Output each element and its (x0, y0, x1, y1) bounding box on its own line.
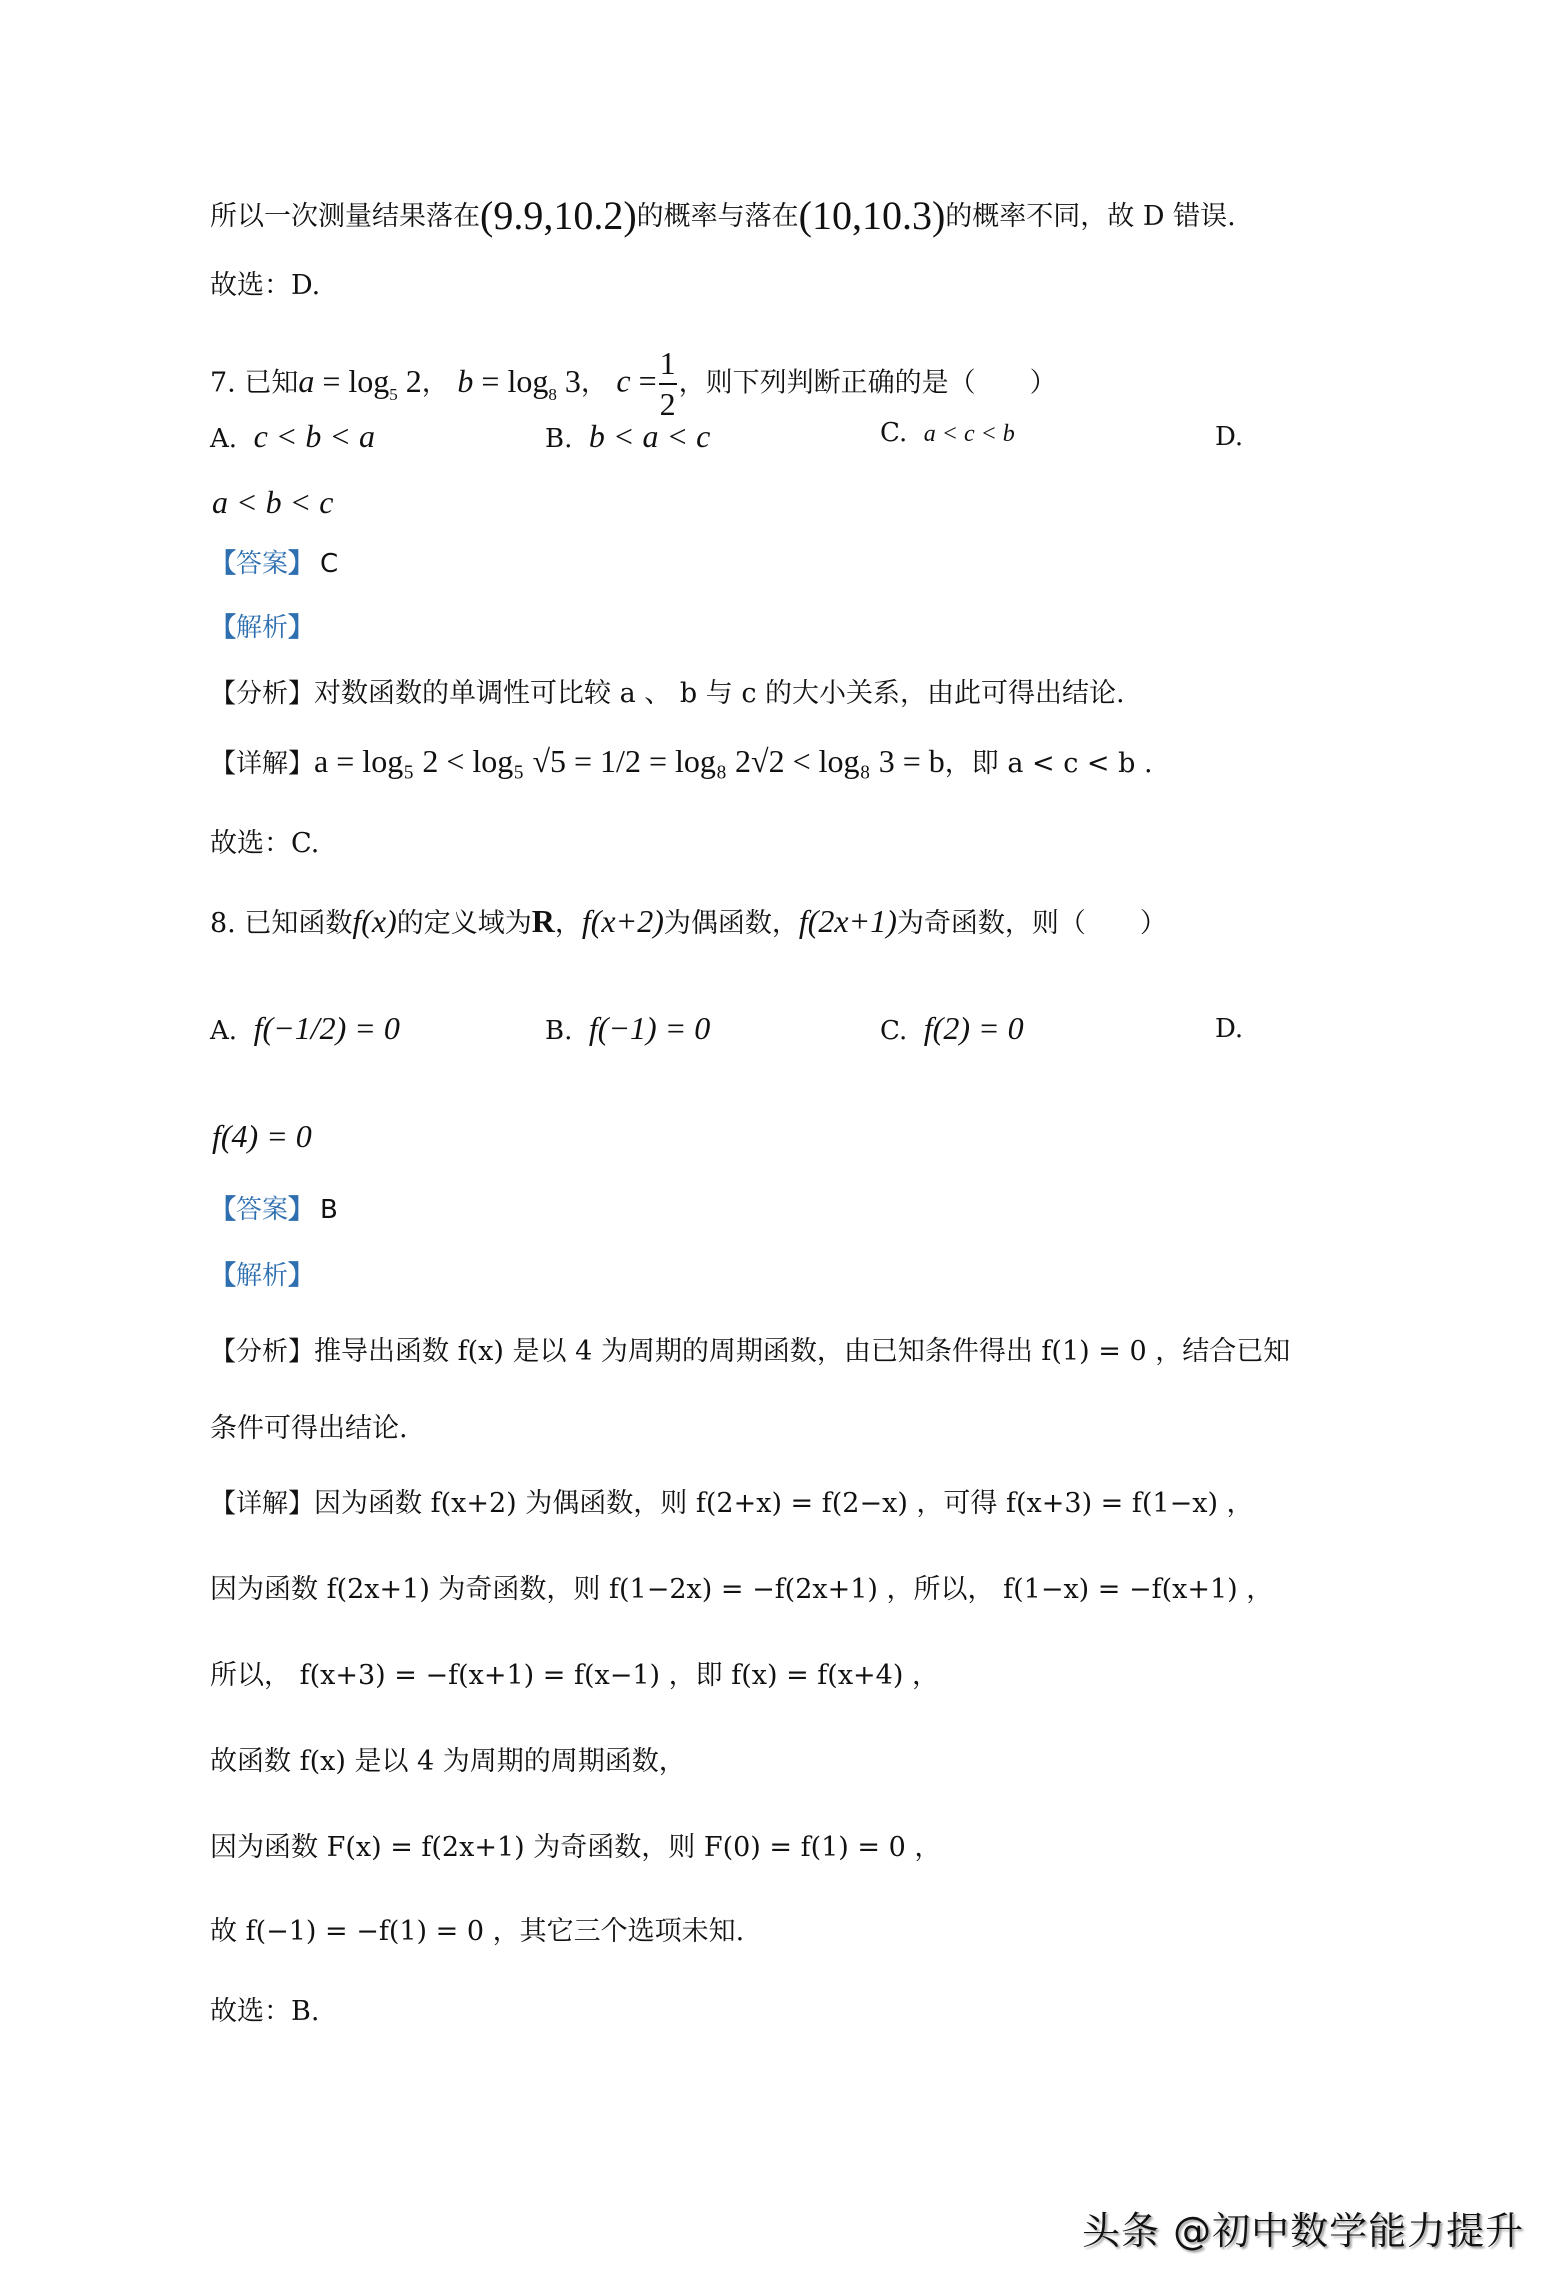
analysis-text: 推导出函数 f(x) 是以 4 为周期的周期函数，由已知条件得出 f(1) = 0 ，结合已知 (314, 1336, 1291, 1367)
log-arg: 2 (405, 362, 422, 399)
text-segment: ，即 a < c < b . (944, 748, 1153, 779)
q7-conclusion: 故选：C. (210, 828, 320, 859)
q8-analysis-cont: 条件可得出结论. (210, 1413, 408, 1444)
q7-detail: 【详解】a = log₅ 2 < log₅ √5 = 1/2 = log₈ 2√2 < log₈ 3 = b，即 a < c < b . (210, 743, 1153, 779)
q7-option-b: B. b < a < c (545, 418, 711, 454)
log-base: 5 (389, 384, 398, 404)
q7-stem: 7. 已知$a = \log_5 2$， $b = \log_8 3$， c = $\frac{1}{2}$ ，则下列判断正确的是（ ） (210, 345, 1057, 423)
question-number: 8. (210, 908, 236, 939)
q7-jiexi: 【解析】 (210, 613, 315, 643)
fraction: $\frac{1}{2}$ (659, 345, 676, 423)
q7-option-d-expr: a < b < c (212, 484, 334, 520)
q8-option-c: C. f(2) = 0 (880, 1010, 1024, 1046)
q8-detail-line-2: 因为函数 f(2x+1) 为奇函数，则 f(1−2x) = −f(2x+1) ，所以， f(1−x) = −f(x+1) ， (210, 1574, 1274, 1605)
text-segment: 已知 (244, 367, 299, 399)
text-segment: ，则下列判断正确的是（ ） (678, 367, 1057, 399)
conclusion-d: 故选：D. (210, 270, 321, 301)
q8-detail-line-1: 【详解】因为函数 f(x+2) 为偶函数，则 f(2+x) = f(2−x) ，可得 f(x+3) = f(1−x) ， (210, 1488, 1254, 1519)
q8-answer (210, 1196, 338, 1223)
q8-conclusion: 故选：B. (210, 1996, 320, 2027)
q8-jiexi: 【解析】 (210, 1261, 315, 1291)
text-line-prob-d (210, 193, 1236, 238)
text-segment: 的概率与落在 (636, 201, 799, 232)
q7-option-a: A. c < b < a (210, 418, 375, 454)
watermark: 头条 @初中数学能力提升 (1082, 2209, 1525, 2253)
q7-answer (210, 550, 338, 577)
q8-option-b: B. f(−1) = 0 (545, 1010, 711, 1046)
answer-value: B (320, 1195, 338, 1225)
interval-1: (9.9,10.2) (480, 193, 637, 238)
answer-tag: 【答案】 (210, 549, 315, 579)
text-segment: 所以一次测量结果落在 (210, 201, 480, 232)
q8-detail-line-4: 故函数 f(x) 是以 4 为周期的周期函数， (210, 1746, 686, 1777)
q7-option-c: C. a < c < b (880, 418, 1015, 448)
q8-detail-line-5: 因为函数 F(x) = f(2x+1) 为奇函数，则 F(0) = f(1) = 0 ， (210, 1832, 942, 1863)
q8-option-a: A. f(−1/2) = 0 (210, 1010, 400, 1046)
q7-option-d-label: D. (1215, 422, 1244, 452)
text-segment: 的概率不同，故 D 错误. (945, 201, 1236, 232)
answer-value: C (320, 549, 339, 579)
detail-expression: a = log₅ 2 < log₅ √5 = 1/2 = log₈ 2√2 < log₈ 3 = b (314, 743, 945, 779)
analysis-text: 对数函数的单调性可比较 a 、 b 与 c 的大小关系，由此可得出结论. (314, 678, 1125, 709)
q8-detail-line-6: 故 f(−1) = −f(1) = 0 ，其它三个选项未知. (210, 1916, 745, 1947)
question-number: 7. (210, 367, 236, 399)
interval-2: (10,10.3) (798, 193, 946, 238)
answer-tag: 【答案】 (210, 1195, 315, 1225)
log-base: 8 (548, 384, 557, 404)
log-arg: 3 (564, 362, 581, 399)
q8-option-d-expr: f(4) = 0 (212, 1118, 312, 1154)
q8-analysis: 【分析】推导出函数 f(x) 是以 4 为周期的周期函数，由已知条件得出 f(1) = 0 ，结合已知 (210, 1336, 1291, 1367)
q8-detail-line-3: 所以， f(x+3) = −f(x+1) = f(x−1) ，即 f(x) = f(x+4) ， (210, 1660, 939, 1691)
q8-stem: 8. 已知函数f(x)的定义域为R，f(x+2)为偶函数，f(2x+1)为奇函数，则（ ） (210, 903, 1167, 939)
q8-option-d-label: D. (1215, 1014, 1244, 1044)
q7-analysis: 【分析】对数函数的单调性可比较 a 、 b 与 c 的大小关系，由此可得出结论. (210, 678, 1125, 709)
